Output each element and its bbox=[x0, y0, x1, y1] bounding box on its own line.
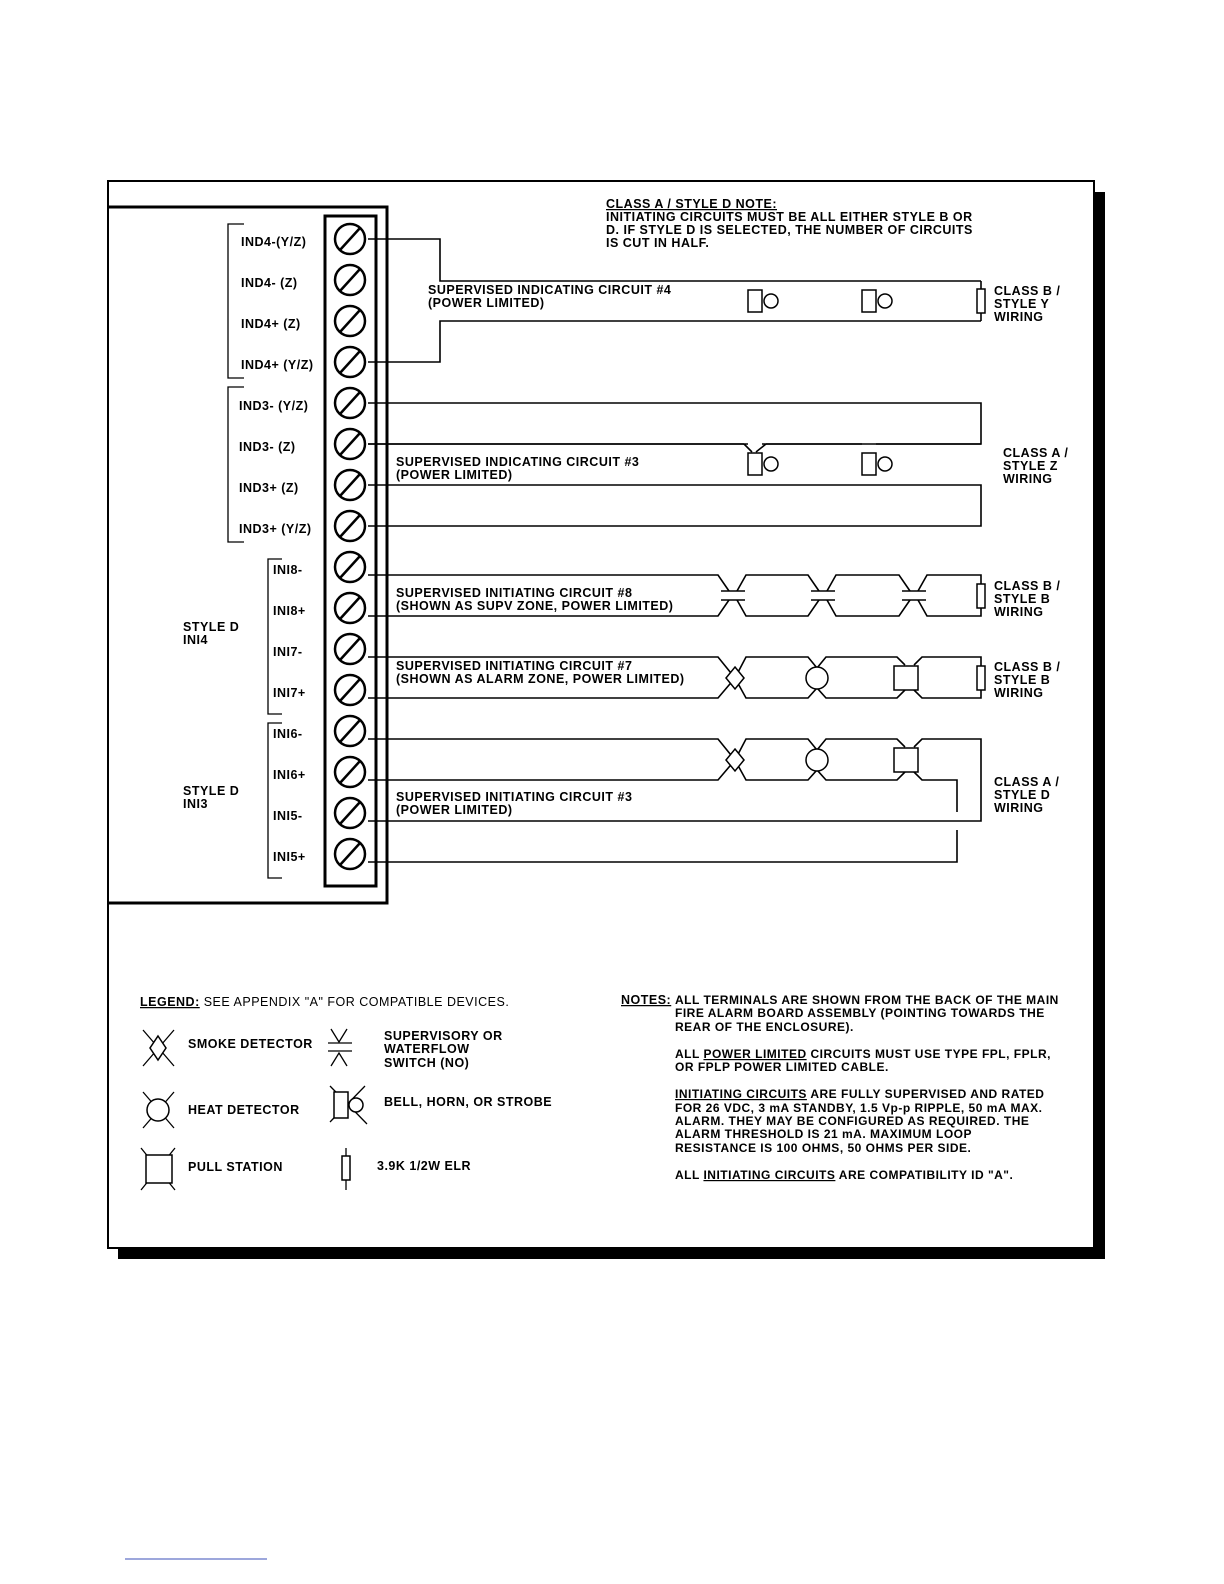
style-ini4-line1: STYLE D bbox=[183, 620, 240, 634]
class-note-title: CLASS A / STYLE D NOTE: bbox=[606, 197, 777, 211]
terminal-label: IND3+ (Y/Z) bbox=[239, 522, 312, 536]
bell-icon bbox=[748, 453, 762, 475]
notes-title: NOTES: bbox=[621, 993, 672, 1007]
note-3-line: FOR 26 VDC, 3 mA STANDBY, 1.5 Vp-p RIPPLE, 50 mA MAX. bbox=[675, 1101, 1043, 1115]
note-3-line-1 bbox=[675, 1087, 1044, 1101]
terminal-label: IND4-(Y/Z) bbox=[241, 235, 307, 249]
ind4-wiring-label: CLASS B / bbox=[994, 284, 1061, 298]
terminal-label: IND3- (Z) bbox=[239, 440, 296, 454]
ini8-wiring-label: STYLE B bbox=[994, 592, 1051, 606]
terminal-screw bbox=[335, 388, 365, 418]
terminal-screw bbox=[335, 224, 365, 254]
legend-elr-label: 3.9K 1/2W ELR bbox=[377, 1159, 472, 1173]
ini3-label-2: (POWER LIMITED) bbox=[396, 803, 513, 817]
terminal-label: INI7+ bbox=[273, 686, 306, 700]
note-2-text: CIRCUITS MUST USE TYPE FPL, FPLR, bbox=[806, 1047, 1051, 1061]
ini7-wiring-label: STYLE B bbox=[994, 673, 1051, 687]
note-3-underlined: INITIATING CIRCUITS bbox=[675, 1087, 807, 1101]
terminal-screw bbox=[335, 798, 365, 828]
ini8-label-2: (SHOWN AS SUPV ZONE, POWER LIMITED) bbox=[396, 599, 674, 613]
ini8-wiring-label: WIRING bbox=[994, 605, 1044, 619]
note-3-line: ALARM THRESHOLD IS 21 mA. MAXIMUM LOOP bbox=[675, 1127, 973, 1141]
elr-resistor-icon bbox=[977, 584, 985, 608]
note-3-line: RESISTANCE IS 100 OHMS, 50 OHMS PER SIDE. bbox=[675, 1141, 972, 1155]
pull-station-icon bbox=[894, 748, 918, 772]
bell-icon-part bbox=[878, 457, 892, 471]
elr-resistor-icon bbox=[977, 666, 985, 690]
terminal-label: IND4+ (Z) bbox=[241, 317, 301, 331]
ind3-label-2: (POWER LIMITED) bbox=[396, 468, 513, 482]
legend-bell-label: BELL, HORN, OR STROBE bbox=[384, 1095, 553, 1109]
style-ini4-line2: INI4 bbox=[183, 633, 208, 647]
bell-icon-part bbox=[764, 457, 778, 471]
ini7-wiring-label: WIRING bbox=[994, 686, 1044, 700]
bell-icon bbox=[748, 290, 762, 312]
terminal-screw bbox=[335, 347, 365, 377]
legend-title-text: LEGEND: bbox=[140, 995, 200, 1009]
ind3-wiring-label: WIRING bbox=[1003, 472, 1053, 486]
ini7-label-1: SUPERVISED INITIATING CIRCUIT #7 bbox=[396, 659, 633, 673]
elr-resistor-icon bbox=[977, 289, 985, 313]
terminal-screw bbox=[335, 716, 365, 746]
ind4-wiring-label: WIRING bbox=[994, 310, 1044, 324]
terminal-screw bbox=[335, 470, 365, 500]
ini7-wiring-label: CLASS B / bbox=[994, 660, 1061, 674]
terminal-label: INI6+ bbox=[273, 768, 306, 782]
terminal-screw bbox=[335, 634, 365, 664]
terminal-screw bbox=[335, 306, 365, 336]
terminal-label: INI6- bbox=[273, 727, 303, 741]
terminal-label: INI8+ bbox=[273, 604, 306, 618]
ind3-label-1: SUPERVISED INDICATING CIRCUIT #3 bbox=[396, 455, 640, 469]
terminal-screw bbox=[335, 265, 365, 295]
note-2-line-2: OR FPLP POWER LIMITED CABLE. bbox=[675, 1060, 889, 1074]
note-1-line: REAR OF THE ENCLOSURE). bbox=[675, 1020, 854, 1034]
note-4-text: ARE COMPATIBILITY ID "A". bbox=[835, 1168, 1014, 1182]
ini3-wiring-label: STYLE D bbox=[994, 788, 1051, 802]
terminal-label: IND3+ (Z) bbox=[239, 481, 299, 495]
heat-detector-icon bbox=[806, 749, 828, 771]
terminal-label: IND4+ (Y/Z) bbox=[241, 358, 314, 372]
ind3-wiring-label: CLASS A / bbox=[1003, 446, 1069, 460]
terminal-label: IND3- (Y/Z) bbox=[239, 399, 309, 413]
note-3-text: ARE FULLY SUPERVISED AND RATED bbox=[806, 1087, 1045, 1101]
style-ini3-line1: STYLE D bbox=[183, 784, 240, 798]
legend-supervisory-label: SUPERVISORY OR bbox=[384, 1029, 503, 1043]
ini3-wiring-label: WIRING bbox=[994, 801, 1044, 815]
ind4-label-1: SUPERVISED INDICATING CIRCUIT #4 bbox=[428, 283, 672, 297]
terminal-screw bbox=[335, 757, 365, 787]
note-1-line: ALL TERMINALS ARE SHOWN FROM THE BACK OF THE MAIN bbox=[675, 993, 1059, 1007]
note-4-underlined: INITIATING CIRCUITS bbox=[703, 1168, 836, 1182]
legend-supervisory-label: WATERFLOW bbox=[384, 1042, 470, 1056]
heat-detector-icon bbox=[806, 667, 828, 689]
legend-heat-label: HEAT DETECTOR bbox=[188, 1103, 300, 1117]
bell-icon bbox=[862, 453, 876, 475]
bell-icon bbox=[862, 290, 876, 312]
terminal-screw bbox=[335, 839, 365, 869]
class-note-line: INITIATING CIRCUITS MUST BE ALL EITHER STYLE B OR bbox=[606, 210, 973, 224]
legend-title bbox=[140, 995, 509, 1009]
terminal-label: INI5+ bbox=[273, 850, 306, 864]
legend-supervisory-label: SWITCH (NO) bbox=[384, 1056, 470, 1070]
note-4-text: ALL bbox=[675, 1168, 704, 1182]
note-4-line bbox=[675, 1168, 1013, 1182]
terminal-screw bbox=[335, 511, 365, 541]
class-note-line: IS CUT IN HALF. bbox=[606, 236, 710, 250]
note-2-underlined: POWER LIMITED bbox=[703, 1047, 807, 1061]
ini7-label-2: (SHOWN AS ALARM ZONE, POWER LIMITED) bbox=[396, 672, 685, 686]
note-1-line: FIRE ALARM BOARD ASSEMBLY (POINTING TOWARDS THE bbox=[675, 1006, 1045, 1020]
note-2-line-1 bbox=[675, 1047, 1051, 1061]
note-2-text: ALL bbox=[675, 1047, 704, 1061]
terminal-screw bbox=[335, 593, 365, 623]
note-3-line: ALARM. THEY MAY BE CONFIGURED AS REQUIRED. THE bbox=[675, 1114, 1030, 1128]
terminal-screw bbox=[335, 675, 365, 705]
terminal-screw bbox=[335, 552, 365, 582]
ini8-label-1: SUPERVISED INITIATING CIRCUIT #8 bbox=[396, 586, 633, 600]
terminal-label: INI7- bbox=[273, 645, 303, 659]
ini8-wiring-label: CLASS B / bbox=[994, 579, 1061, 593]
terminal-label: IND4- (Z) bbox=[241, 276, 298, 290]
ind4-wiring-label: STYLE Y bbox=[994, 297, 1050, 311]
ini3-label-1: SUPERVISED INITIATING CIRCUIT #3 bbox=[396, 790, 633, 804]
bell-icon-part bbox=[764, 294, 778, 308]
legend-pull-label: PULL STATION bbox=[188, 1160, 283, 1174]
ini3-wiring-label: CLASS A / bbox=[994, 775, 1060, 789]
legend-subtitle: SEE APPENDIX "A" FOR COMPATIBLE DEVICES. bbox=[199, 995, 510, 1009]
terminal-screw bbox=[335, 429, 365, 459]
class-note-line: D. IF STYLE D IS SELECTED, THE NUMBER OF CIRCUITS bbox=[606, 223, 973, 237]
pull-station-icon bbox=[894, 666, 918, 690]
legend-pull-station-icon bbox=[141, 1148, 175, 1190]
bell-icon-part bbox=[878, 294, 892, 308]
ind4-label-2: (POWER LIMITED) bbox=[428, 296, 545, 310]
terminal-label: INI5- bbox=[273, 809, 303, 823]
terminal-label: INI8- bbox=[273, 563, 303, 577]
ind3-wiring-label: STYLE Z bbox=[1003, 459, 1058, 473]
legend-smoke-label: SMOKE DETECTOR bbox=[188, 1037, 313, 1051]
style-ini3-line2: INI3 bbox=[183, 797, 208, 811]
